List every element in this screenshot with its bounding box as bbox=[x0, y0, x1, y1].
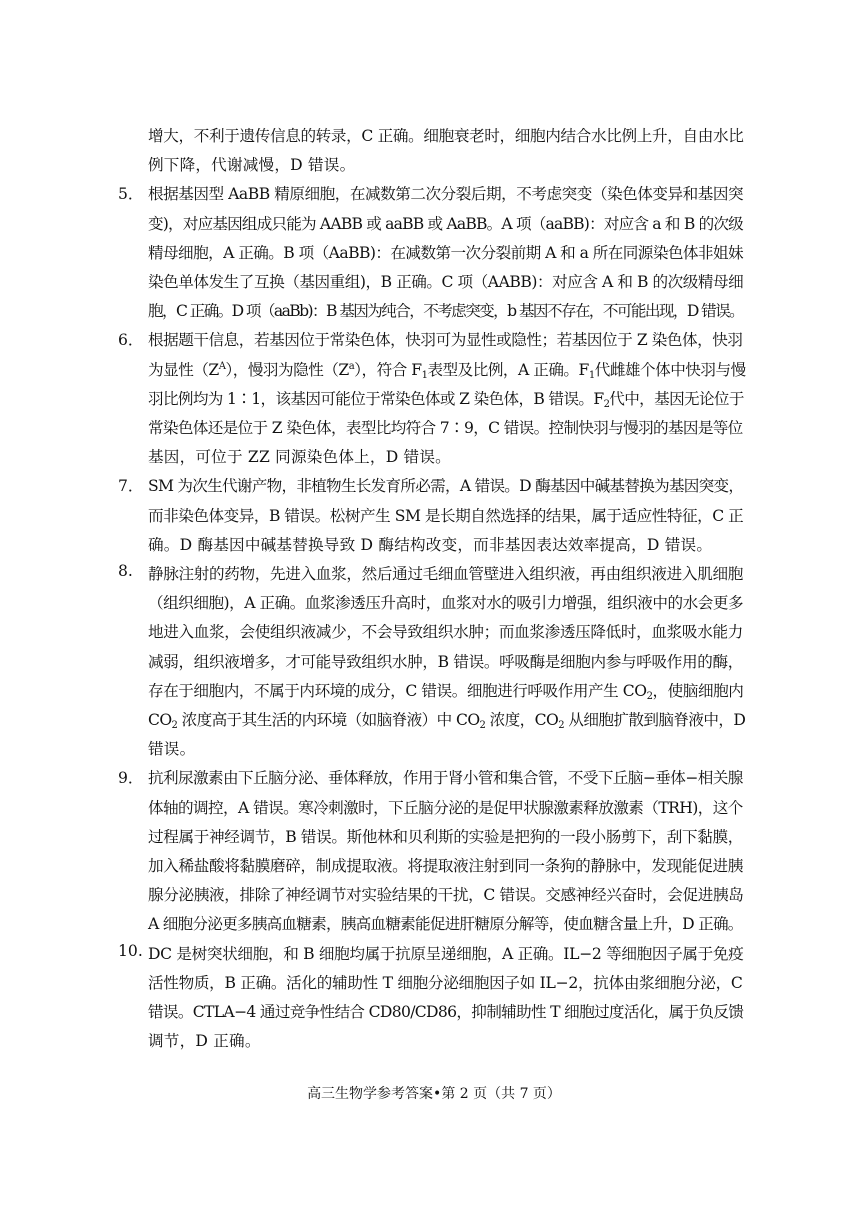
text-line: $CO_2$ 浓度高于其生活的内环境（如脑脊液）中 $CO_2$ 浓度，$CO_2$ 从细胞扩散到脑脊液中，D bbox=[148, 711, 746, 731]
text-line: 过程属于神经调节，B 错误。斯他林和贝利斯的实验是把狗的一段小肠剪下，刮下黏膜， bbox=[148, 827, 743, 846]
text-line: 错误。CTLA−4 通过竞争性结合 CD80/CD86，抑制辅助性 T 细胞过度活化，属于负反馈 bbox=[148, 1003, 744, 1021]
page-footer: 高三生物学参考答案•第 2 页（共 7 页） bbox=[307, 1086, 561, 1102]
text-line: 根据基因型 AaBB 精原细胞，在减数第二次分裂后期，不考虑突变（染色体变异和基因突 bbox=[148, 185, 744, 204]
text-line: 错误。 bbox=[148, 740, 196, 759]
text-line: 染色单体发生了互换（基因重组)，B 正确。C 项（AABB)：对应含 A 和 B 的次级精母细 bbox=[148, 273, 744, 291]
text-line: 活性物质，B 正确。活化的辅助性 T 细胞分泌细胞因子如 IL−2，抗体由浆细胞分泌，C bbox=[148, 973, 743, 992]
text-line: 加入稀盐酸将黏膜磨碎，制成提取液。将提取液注射到同一条狗的静脉中，发现能促进胰 bbox=[148, 857, 743, 875]
text-line: 胞，C 正确。D 项（aaBb)：B 基因为纯合，不考虑突变，b 基因不存在，不可能出现，D 错误。 bbox=[148, 302, 744, 321]
text-line: 而非染色体变异，B 错误。松树产生 SM 是长期自然选择的结果，属于适应性特征，C 正 bbox=[148, 506, 744, 525]
text-line: 精母细胞，A 正确。B 项（AaBB)：在减数第一次分裂前期 A 和 a 所在同源染色体非姐妹 bbox=[148, 243, 743, 262]
text-line: 调节，D 正确。 bbox=[148, 1032, 261, 1051]
text-line: 羽比例均为 1∶1，该基因可能位于常染色体或 Z 染色体，B 错误。$F_2$代中，基因无论位于 bbox=[148, 389, 744, 410]
text-line: 确。D 酶基因中碱基替换导致 D 酶结构改变，而非基因表达效率提高，D 错误。 bbox=[148, 535, 713, 554]
item-number: 7． bbox=[118, 477, 144, 496]
text-line: 例下降，代谢减慢，D 错误。 bbox=[148, 156, 356, 175]
text-line: 腺分泌胰液，排除了神经调节对实验结果的干扰，C 错误。交感神经兴奋时，会促进胰岛 bbox=[148, 886, 744, 905]
item-number: 10. bbox=[118, 941, 143, 960]
text-line: 为显性$(Z^A)$，慢羽为隐性$(Z^a)$，符合 $F_1$表型及比例，A 正确。$F_1$代雌雄个体中快羽与慢 bbox=[148, 360, 746, 381]
text-line: 基因，可位于 ZZ 同源染色体上，D 错误。 bbox=[148, 448, 451, 467]
item-number: 6． bbox=[118, 331, 144, 350]
item-number: 9． bbox=[118, 769, 144, 788]
text-line: SM 为次生代谢产物，非植物生长发育所必需，A 错误。D 酶基因中碱基替换为基因突变， bbox=[148, 477, 744, 496]
text-line: （组织细胞)，A 正确。血浆渗透压升高时，血浆对水的吸引力增强，组织液中的水会更多 bbox=[148, 594, 744, 613]
text-line: 地进入血浆，会使组织液减少，不会导致组织水肿；而血浆渗透压降低时，血浆吸水能力 bbox=[148, 623, 743, 642]
text-line: 减弱，组织液增多，才可能导致组织水肿，B 错误。呼吸酶是细胞内参与呼吸作用的酶， bbox=[148, 652, 743, 671]
text-line: 变)，对应基因组成只能为 AABB 或 aaBB 或 AaBB。A 项（aaBB)：对应含 a 和 B 的次级 bbox=[148, 214, 743, 233]
text-line: A 细胞分泌更多胰高血糖素，胰高血糖素能促进肝糖原分解等，使血糖含量上升，D 正确。 bbox=[148, 915, 743, 934]
text-line: DC 是树突状细胞，和 B 细胞均属于抗原呈递细胞，A 正确。IL−2 等细胞因子属于免疫 bbox=[148, 944, 744, 963]
text-line: 存在于细胞内，不属于内环境的成分，C 错误。细胞进行呼吸作用产生 $CO_2$，使脑细胞内 bbox=[148, 681, 744, 702]
text-line: 常染色体还是位于 Z 染色体，表型比均符合 7∶9，C 错误。控制快羽与慢羽的基因是等位 bbox=[148, 419, 743, 437]
text-line: 抗利尿激素由下丘脑分泌、垂体释放，作用于肾小管和集合管，不受下丘脑−垂体−相关腺 bbox=[148, 769, 743, 788]
item-number: 8. bbox=[118, 562, 133, 580]
text-line: 增大，不利于遗传信息的转录，C 正确。细胞衰老时，细胞内结合水比例上升，自由水比 bbox=[148, 127, 744, 145]
item-number: 5． bbox=[118, 185, 144, 204]
text-line: 根据题干信息，若基因位于常染色体，快羽可为显性或隐性；若基因位于 Z 染色体，快羽 bbox=[148, 331, 743, 350]
text-line: 静脉注射的药物，先进入血浆，然后通过毛细血管壁进入组织液，再由组织液进入肌细胞 bbox=[148, 565, 743, 583]
text-line: 体轴的调控，A 错误。寒冷刺激时，下丘脑分泌的是促甲状腺激素释放激素（TRH)，这个 bbox=[148, 798, 743, 817]
